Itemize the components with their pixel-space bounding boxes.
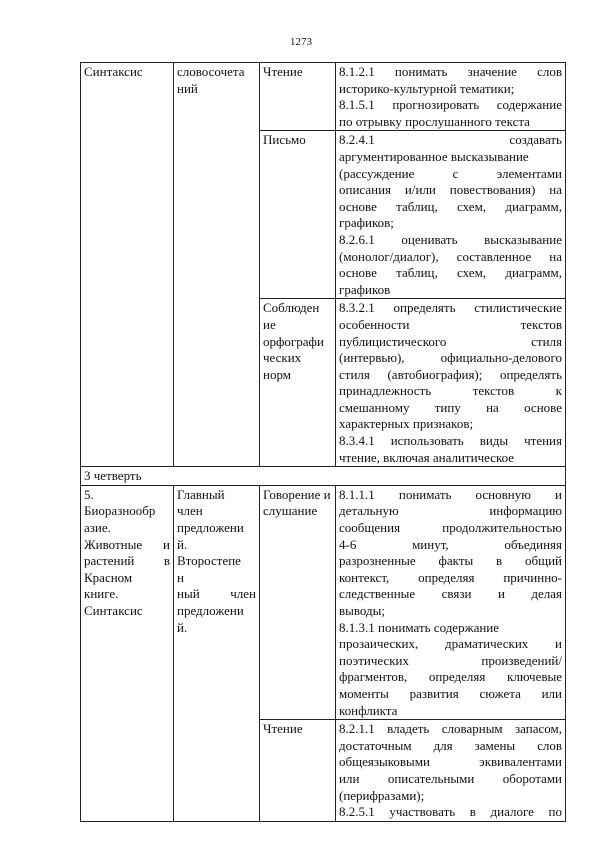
objective-line: общеязыковыми эквивалентами <box>339 754 562 770</box>
topic-line: Второстепе <box>177 553 241 569</box>
section-line: Животные и <box>84 536 170 552</box>
skill-name-line: орфографи <box>263 333 324 349</box>
skill-name-line: ие <box>263 316 276 332</box>
section-line: Синтаксис <box>84 603 143 618</box>
objective-line: особенности текстов <box>339 316 562 332</box>
skill-name-line: Чтение <box>263 64 303 79</box>
objective-line: следственные связи и делая <box>339 586 562 602</box>
objective-line: 8.2.1.1 владеть словарным запасом, <box>339 721 562 737</box>
objective-line: аргументированное высказывание <box>339 148 529 164</box>
objective-line: 8.1.1.1 понимать основную и <box>339 486 562 502</box>
objective-line: публицистического стиля <box>339 333 562 349</box>
objective-line: 8.3.4.1 использовать виды чтения <box>339 433 562 449</box>
objectives-cell <box>336 131 566 299</box>
objective-line: графиков <box>339 281 391 297</box>
topic-line: Главный <box>177 486 225 502</box>
topic-line: словосочета <box>177 64 245 79</box>
objective-line: основе таблиц, схем, диаграмм, <box>339 198 562 214</box>
objective-line: основе таблиц, схем, диаграмм, <box>339 265 562 281</box>
objective-line: по отрывку прослушанного текста <box>339 113 530 129</box>
objective-line: (монолог/диалог), составленное на <box>339 248 562 264</box>
objective-line: фрагментов, определяя ключевые <box>339 669 562 685</box>
objective-line: 8.1.3.1 понимать содержание <box>339 619 500 635</box>
objective-line: прозаических, драматических и <box>339 636 562 652</box>
skill-name-line: норм <box>263 366 291 382</box>
quarter-label: 3 четверть <box>81 467 566 486</box>
topic-line: член <box>177 503 203 519</box>
topic-line: й. <box>177 619 188 635</box>
topic-cell <box>174 63 260 467</box>
objective-line: достаточным для замены слов <box>339 737 562 753</box>
page-number: 1273 <box>290 36 312 48</box>
curriculum-table <box>80 62 566 822</box>
objective-line: выводы; <box>339 603 386 618</box>
topic-line: н <box>177 569 184 585</box>
skill-name-line: Соблюден <box>263 300 320 316</box>
topic-line: ний <box>177 80 198 96</box>
objective-line: поэтических произведений/ <box>339 652 562 668</box>
section-line: Красном <box>84 569 133 585</box>
skill-cell <box>260 131 336 299</box>
section-line: азие. <box>84 520 111 536</box>
objective-line: графиков; <box>339 215 394 231</box>
topic-line: предложени <box>177 520 244 536</box>
objective-line: детальную информацию <box>339 503 562 519</box>
skill-cell <box>260 63 336 131</box>
section-line: растений в <box>84 553 170 569</box>
objective-line: описания и/или повествования) на <box>339 182 562 198</box>
objective-line: контекст, определяя причинно- <box>339 569 562 585</box>
section-line: книге. <box>84 586 119 602</box>
objective-line: чтение, включая аналитическое <box>339 449 515 465</box>
section-line: Биоразнообр <box>84 503 156 519</box>
objectives-cell <box>336 485 566 719</box>
objective-line: 8.2.4.1 создавать <box>339 132 562 148</box>
objective-line: историко-культурной тематики; <box>339 80 515 96</box>
objective-line: разрозненные факты в общий <box>339 553 562 569</box>
objective-line: 8.2.5.1 участвовать в диалоге по <box>339 804 562 820</box>
section-cell <box>81 63 174 467</box>
objective-line: или описательными оборотами <box>339 770 562 786</box>
objectives-cell <box>336 63 566 131</box>
objective-line: конфликта <box>339 702 398 718</box>
table-row <box>81 63 566 131</box>
quarter-row <box>81 467 566 486</box>
section-cell <box>81 485 174 821</box>
objective-line: 8.1.2.1 понимать значение слов <box>339 64 562 79</box>
objective-line: 8.3.2.1 определять стилистические <box>339 300 562 316</box>
skill-name-line: Письмо <box>263 132 306 148</box>
skill-cell <box>260 299 336 467</box>
skill-cell <box>260 485 336 719</box>
objective-line: сообщения продолжительностью <box>339 520 562 536</box>
objective-line: (интервью), официально-делового <box>339 350 562 366</box>
objective-line: моменты развития сюжета или <box>339 685 562 701</box>
skill-name-line: слушание <box>263 503 318 519</box>
skill-name-line: Чтение <box>263 721 303 737</box>
topic-line: й. <box>177 536 188 552</box>
topic-line: ный член <box>177 586 256 602</box>
objective-line: 4-6 минут, объединяя <box>339 536 562 552</box>
objective-line: 8.1.5.1 прогнозировать содержание <box>339 97 562 113</box>
topic-cell <box>174 485 260 821</box>
topic-line: предложени <box>177 603 244 618</box>
objective-line: 8.2.6.1 оценивать высказывание <box>339 231 562 247</box>
skill-name-line: Говорение и <box>263 486 331 502</box>
section-line: 5. <box>84 486 94 502</box>
objectives-cell <box>336 720 566 822</box>
table-row <box>81 485 566 719</box>
objective-line: характерных признаков; <box>339 416 474 432</box>
objectives-cell <box>336 299 566 467</box>
objective-line: (перифразами); <box>339 787 425 803</box>
objective-line: (рассуждение с элементами <box>339 165 562 181</box>
objective-line: смешанному типу на основе <box>339 399 562 415</box>
objective-line: стиля (автобиография); определять <box>339 366 562 382</box>
objective-line: принадлежность текстов к <box>339 383 562 399</box>
skill-name-line: ческих <box>263 350 302 366</box>
section-line: Синтаксис <box>84 64 143 79</box>
skill-cell <box>260 720 336 822</box>
